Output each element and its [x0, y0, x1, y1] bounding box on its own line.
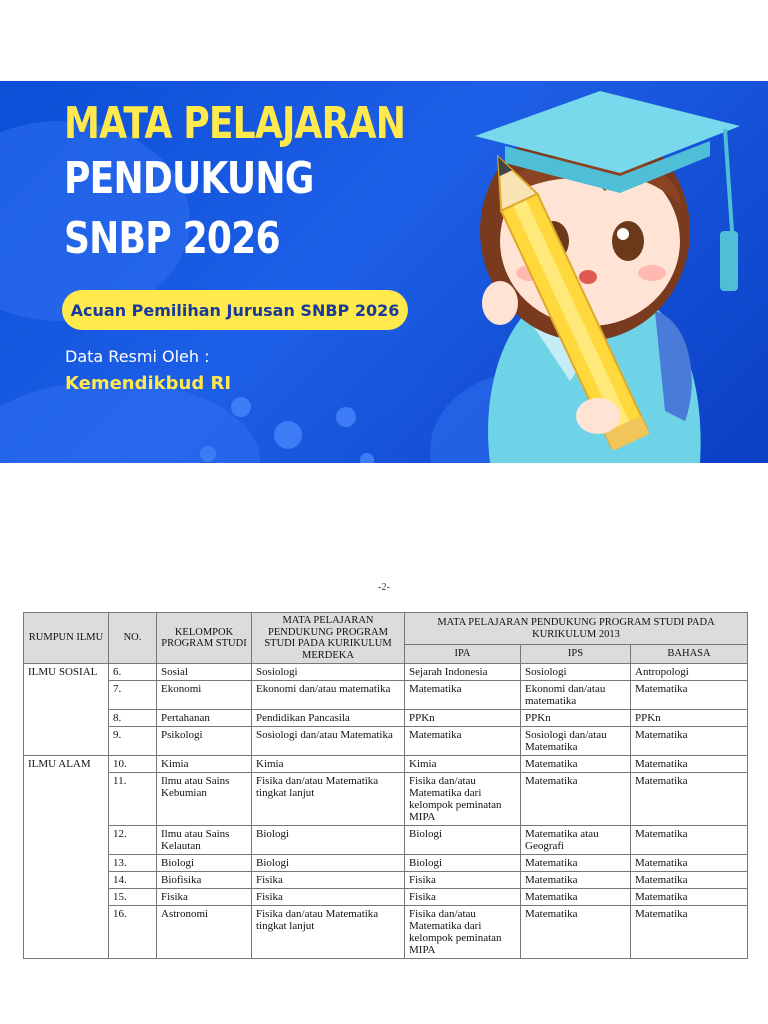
decor-dot — [336, 407, 356, 427]
no-cell: 7. — [109, 681, 157, 710]
no-cell: 6. — [109, 664, 157, 681]
header-bahasa: BAHASA — [631, 645, 748, 664]
bahasa-cell: Matematika — [631, 889, 748, 906]
table-row — [24, 826, 748, 855]
header-no: NO. — [109, 613, 157, 664]
ips-cell: Matematika — [521, 855, 631, 872]
ipa-cell: Fisika dan/atau Matematika dari kelompok peminatan MIPA — [405, 773, 521, 826]
header-kelompok-program-studi: KELOMPOK PROGRAM STUDI — [157, 613, 252, 664]
ips-cell: Matematika — [521, 889, 631, 906]
kelompok-cell: Biologi — [157, 855, 252, 872]
kelompok-cell: Fisika — [157, 889, 252, 906]
bahasa-cell: PPKn — [631, 710, 748, 727]
ipa-cell: Fisika — [405, 889, 521, 906]
merdeka-cell: Sosiologi dan/atau Matematika — [252, 727, 405, 756]
merdeka-cell: Kimia — [252, 756, 405, 773]
data-source-name: Kemendikbud RI — [65, 373, 232, 394]
table-header-row — [24, 613, 748, 645]
ips-cell: Matematika — [521, 872, 631, 889]
page-number: -2- — [378, 582, 390, 593]
table-row — [24, 710, 748, 727]
ipa-cell: Fisika dan/atau Matematika dari kelompok peminatan MIPA — [405, 906, 521, 959]
ips-cell: Matematika — [521, 756, 631, 773]
bahasa-cell: Matematika — [631, 906, 748, 959]
kelompok-cell: Kimia — [157, 756, 252, 773]
decor-dot — [274, 421, 302, 449]
rumpun-cell: ILMU SOSIAL — [24, 664, 109, 756]
decor-dot — [200, 446, 216, 462]
merdeka-cell: Pendidikan Pancasila — [252, 710, 405, 727]
kelompok-cell: Ilmu atau Sains Kebumian — [157, 773, 252, 826]
rumpun-cell: ILMU ALAM — [24, 756, 109, 959]
promo-banner — [0, 81, 768, 463]
bahasa-cell: Matematika — [631, 855, 748, 872]
ipa-cell: Matematika — [405, 681, 521, 710]
ipa-cell: Kimia — [405, 756, 521, 773]
no-cell: 9. — [109, 727, 157, 756]
ips-cell: PPKn — [521, 710, 631, 727]
bahasa-cell: Matematika — [631, 727, 748, 756]
merdeka-cell: Biologi — [252, 855, 405, 872]
ipa-cell: Biologi — [405, 855, 521, 872]
no-cell: 16. — [109, 906, 157, 959]
table-row — [24, 727, 748, 756]
no-cell: 12. — [109, 826, 157, 855]
ipa-cell: Matematika — [405, 727, 521, 756]
ips-cell: Ekonomi dan/atau matematika — [521, 681, 631, 710]
merdeka-cell: Biologi — [252, 826, 405, 855]
no-cell: 10. — [109, 756, 157, 773]
banner-title-line-3: SNBP 2026 — [64, 213, 280, 264]
bahasa-cell: Antropologi — [631, 664, 748, 681]
ips-cell: Matematika — [521, 906, 631, 959]
no-cell: 14. — [109, 872, 157, 889]
bahasa-cell: Matematika — [631, 826, 748, 855]
bahasa-cell: Matematika — [631, 872, 748, 889]
ipa-cell: Fisika — [405, 872, 521, 889]
ips-cell: Sosiologi dan/atau Matematika — [521, 727, 631, 756]
table-row — [24, 664, 748, 681]
kelompok-cell: Astronomi — [157, 906, 252, 959]
subject-table — [23, 612, 748, 959]
kelompok-cell: Ilmu atau Sains Kelautan — [157, 826, 252, 855]
header-kurikulum-2013: MATA PELAJARAN PENDUKUNG PROGRAM STUDI PADA KURIKULUM 2013 — [405, 613, 748, 645]
ips-cell: Matematika — [521, 773, 631, 826]
ipa-cell: Biologi — [405, 826, 521, 855]
table-row — [24, 773, 748, 826]
table-row — [24, 906, 748, 959]
bahasa-cell: Matematika — [631, 756, 748, 773]
ipa-cell: PPKn — [405, 710, 521, 727]
header-ips: IPS — [521, 645, 631, 664]
no-cell: 13. — [109, 855, 157, 872]
decor-dot — [231, 397, 251, 417]
banner-title-line-1: MATA PELAJARAN — [64, 98, 406, 149]
no-cell: 8. — [109, 710, 157, 727]
kelompok-cell: Biofisika — [157, 872, 252, 889]
banner-title-line-2: PENDUKUNG — [64, 153, 314, 204]
banner-subtitle-pill: Acuan Pemilihan Jurusan SNBP 2026 — [62, 290, 408, 330]
kelompok-cell: Pertahanan — [157, 710, 252, 727]
table-row — [24, 756, 748, 773]
merdeka-cell: Fisika — [252, 872, 405, 889]
kelompok-cell: Sosial — [157, 664, 252, 681]
kelompok-cell: Psikologi — [157, 727, 252, 756]
header-kurikulum-merdeka: MATA PELAJARAN PENDUKUNG PROGRAM STUDI PADA KURIKULUM MERDEKA — [252, 613, 405, 664]
merdeka-cell: Fisika dan/atau Matematika tingkat lanjut — [252, 906, 405, 959]
table-row — [24, 681, 748, 710]
data-source-label: Data Resmi Oleh : — [65, 347, 210, 366]
no-cell: 11. — [109, 773, 157, 826]
table-row — [24, 855, 748, 872]
ips-cell: Matematika atau Geografi — [521, 826, 631, 855]
table-row — [24, 889, 748, 906]
ipa-cell: Sejarah Indonesia — [405, 664, 521, 681]
merdeka-cell: Sosiologi — [252, 664, 405, 681]
table-row — [24, 872, 748, 889]
header-rumpun-ilmu: RUMPUN ILMU — [24, 613, 109, 664]
bahasa-cell: Matematika — [631, 773, 748, 826]
merdeka-cell: Fisika dan/atau Matematika tingkat lanjut — [252, 773, 405, 826]
bahasa-cell: Matematika — [631, 681, 748, 710]
student-graduate-illustration — [420, 81, 768, 463]
ips-cell: Sosiologi — [521, 664, 631, 681]
decor-dot — [360, 453, 374, 463]
merdeka-cell: Fisika — [252, 889, 405, 906]
kelompok-cell: Ekonomi — [157, 681, 252, 710]
header-ipa: IPA — [405, 645, 521, 664]
no-cell: 15. — [109, 889, 157, 906]
merdeka-cell: Ekonomi dan/atau matematika — [252, 681, 405, 710]
